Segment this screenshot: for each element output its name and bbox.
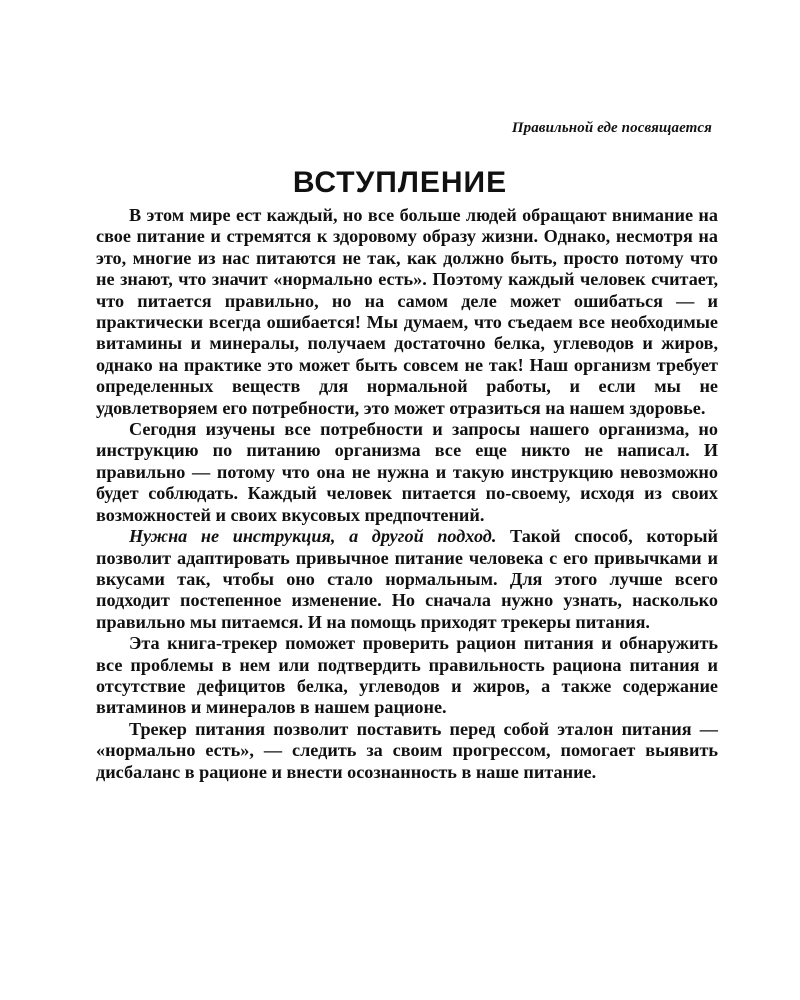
paragraph-5	[96, 719, 718, 783]
paragraph-4-text: Эта книга-трекер поможет проверить рацион питания и обнаружить все проблемы в нем или подтвердить правильность рациона питания и отсутствие дефицитов белка, углеводов и жиров, а также содержание витаминов и минералов в нашем рационе.	[96, 633, 718, 718]
body-text	[96, 205, 718, 783]
paragraph-5-text: Трекер питания позволит поставить перед собой эталон питания — «нормально есть», — следить за своим прогрессом, помогает выявить дисбаланс в рационе и внести осознанность в наше питание.	[96, 718, 718, 782]
dedication: Правильной еде посвящается	[511, 120, 712, 136]
paragraph-2-text: Сегодня изучены все потребности и запросы нашего организма, но инструкцию по питанию организма все еще никто не написал. И правильно — потому что она не нужна и такую инструкцию невозможно будет соблюдать. Каждый человек питается по-своему, исходя из своих возможностей и своих вкусовых предпочтений.	[96, 419, 718, 525]
page-title: ВСТУПЛЕНИЕ	[292, 166, 508, 199]
paragraph-3-italic-lead: Нужна не инструкция, а другой подход.	[129, 526, 497, 547]
paragraph-2	[96, 419, 718, 526]
paragraph-3-text: Такой способ, который позволит адаптировать привычное питание человека с его привычками и вкусами так, чтобы оно стало нормальным. Для этого лучше всего подходит постепенное изменение. Но сначала нужно узнать, насколько правильно мы питаемся. И на помощь приходят трекеры питания.	[96, 526, 718, 632]
paragraph-1-text: В этом мире ест каждый, но все больше людей обращают внимание на свое питание и стремятся к здоровому образу жизни. Однако, несмотря на это, многие из нас питаются не так, как должно быть, просто потому что не знают, что значит «нормально есть». Поэтому каждый человек считает, что питается правильно, но на самом деле может ошибаться — и практически всегда ошибается! Мы думаем, что съедаем все необходимые витамины и минералы, получаем достаточно белка, углеводов и жиров, однако на практике это может быть совсем не так! Наш организм требует определенных веществ для нормальной работы, и если мы не удовлетворяем его потребности, это может отразиться на нашем здоровье.	[96, 205, 718, 418]
paragraph-4	[96, 633, 718, 719]
paragraph-1	[96, 205, 718, 419]
paragraph-3	[96, 526, 718, 633]
